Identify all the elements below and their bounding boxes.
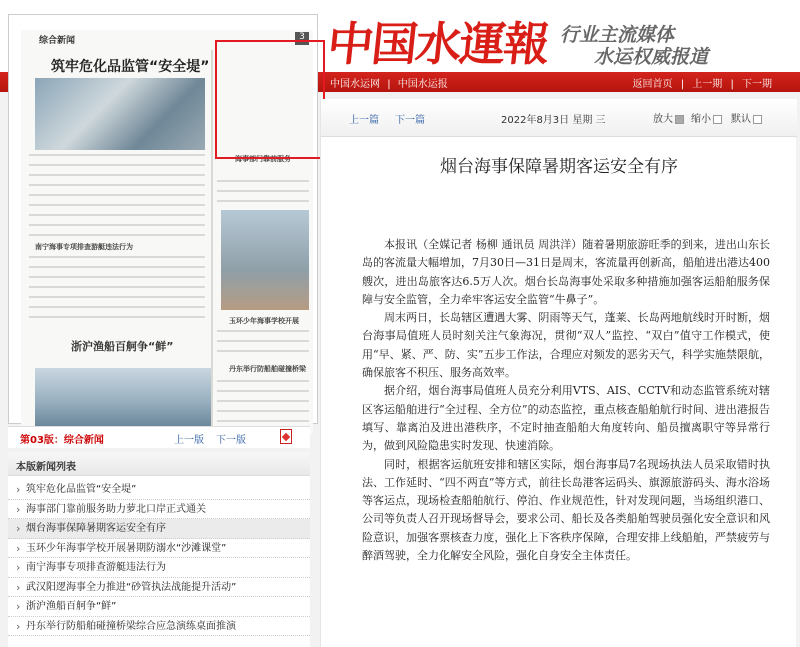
column-rule [29, 164, 205, 166]
zoom-out-control[interactable] [691, 110, 722, 125]
thumb-minor-headline[interactable]: 玉环少年海事学校开展 [229, 317, 299, 325]
zoom-out-box[interactable] [713, 115, 722, 124]
issue-date: 2022年8月3日 星期 三 [501, 115, 606, 126]
column-rule [29, 224, 205, 226]
article-list [8, 480, 310, 636]
zoom-out-label: 缩小 [691, 114, 711, 125]
thumb-headline[interactable]: 筑牢危化品监管“安全堤” [51, 59, 210, 75]
site-links [330, 75, 452, 90]
home-link[interactable]: 返回首页 [632, 79, 673, 90]
default-size-box[interactable] [753, 115, 762, 124]
article-paragraph: 同时，根据客运航班安排和辖区实际，烟台海事局7名现场执法人员采取错时执法、工作延时、“四不两直”等方式，前往长岛港客运码头、旗源旅游码头、海水浴场等客运点，现场检查船舶航行、停泊、作业规范性，针对发现问题，当场组织港口、公司等负责人召开现场督导会，要求公司、船长及各类船舶驾驶员强化安全意识和风险意识，加强客票核查力度，强化上下客秩序保障，合理安排上线船舶，严禁疲劳与醉酒驾驶，全力化解安全风险，强化自身安全主体责任。 [362, 457, 770, 563]
article-title: 烟台海事保障暑期客运安全有序 [440, 157, 678, 177]
column-rule [29, 194, 205, 196]
separator: | [387, 79, 391, 90]
column-rule [29, 266, 205, 268]
site-link-water-net[interactable]: 中国水运网 [330, 79, 380, 90]
column-rule [29, 306, 205, 308]
column-rule [29, 214, 205, 216]
column-rule [217, 390, 309, 392]
article-nav-bar [321, 99, 797, 137]
default-size-label: 默认 [731, 114, 751, 125]
separator: | [730, 79, 734, 90]
column-rule [29, 234, 205, 236]
zoom-in-box[interactable] [675, 115, 684, 124]
column-rule [217, 410, 309, 412]
column-rule [217, 180, 309, 182]
column-rule [29, 276, 205, 278]
thumb-minor-headline[interactable]: 浙沪渔船百舸争“鲜” [71, 340, 174, 353]
article-list-item[interactable]: › 浙沪渔船百舸争“鲜” [8, 597, 310, 617]
column-rule [29, 174, 205, 176]
column-rule [217, 330, 309, 332]
column-rule [217, 380, 309, 382]
thumb-page-number: 3 [295, 32, 309, 45]
prev-issue-link[interactable]: 上一期 [692, 79, 723, 90]
article-list-item[interactable]: › 丹东举行防船舶碰撞桥梁综合应急演练桌面推演 [8, 617, 310, 637]
zoom-in-control[interactable] [653, 110, 684, 125]
thumb-photo-boats [35, 368, 211, 434]
current-article-highlight[interactable] [215, 40, 325, 159]
article-panel [320, 99, 796, 647]
column-rule [29, 286, 205, 288]
article-list-panel [8, 452, 310, 647]
column-rule [217, 350, 309, 352]
article-list-header [8, 452, 310, 476]
page-thumbnail[interactable] [8, 14, 318, 424]
article-list-item[interactable]: › 武汉阳逻海事全力推进“砂管执法战能提升活动” [8, 578, 310, 598]
thumb-minor-headline[interactable]: 丹东举行防船舶碰撞桥梁 [229, 365, 306, 373]
column-rule [29, 204, 205, 206]
separator: | [680, 79, 685, 90]
column-divider [211, 50, 213, 430]
article-paragraph: 周末两日，长岛辖区遭遇大雾、阴雨等天气，蓬莱、长岛两地航线时开时断，烟台海事局值班人员时刻关注气象海况，贯彻“双人”监控、“双白”值守工作模式，使用“早、紧、严、防、实”五步工作法，合理应对频发的恶劣天气，科学实施禁限航，确保旅客不积压、服务高效率。 [362, 311, 770, 380]
article-list-item[interactable]: › 烟台海事保障暑期客运安全有序 [8, 519, 310, 539]
next-page-link[interactable]: 下一版 [216, 435, 246, 446]
column-rule [217, 340, 309, 342]
column-rule [217, 400, 309, 402]
site-link-water-paper[interactable]: 中国水运报 [397, 79, 448, 90]
article-list-item[interactable]: › 筑牢危化品监管“安全堤” [8, 480, 310, 500]
thumb-section-name: 综合新闻 [39, 36, 76, 46]
thumb-photo-beach [221, 210, 309, 310]
article-body [362, 236, 770, 565]
thumb-minor-headline[interactable]: 南宁海事专项排查游艇违法行为 [35, 243, 133, 251]
zoom-in-label: 放大 [653, 114, 673, 125]
column-rule [217, 200, 309, 202]
next-issue-link[interactable]: 下一期 [742, 79, 772, 90]
article-list-item[interactable]: › 南宁海事专项排查游艇违法行为 [8, 558, 310, 578]
default-size-control[interactable] [731, 110, 762, 125]
thumb-photo-port [35, 78, 205, 150]
slogan-line-2: 水运权威报道 [594, 46, 709, 68]
column-rule [217, 190, 309, 192]
page-label: 第03版：综合新闻 [20, 435, 104, 446]
prev-page-link[interactable]: 上一版 [174, 435, 204, 446]
masthead-logo[interactable]: 中国水運報 [324, 17, 551, 71]
article-paragraph: 本报讯（全媒记者 杨柳 通讯员 周洪洋）随着暑期旅游旺季的到来，进出山东长岛的客流量大幅增加，7月30日—31日是周末，客流量再创新高，船舶进出港达400艘次，进出岛旅客达6.5万人次。烟台长岛海事处采取多种措施加强客运船舶服务保障与安全监管，全力牵牢客运安全监管“牛鼻子”。 [362, 238, 770, 306]
slogan-line-1: 行业主流媒体 [560, 24, 675, 46]
issue-links [628, 75, 773, 90]
column-rule [29, 154, 205, 156]
column-rule [29, 316, 205, 318]
article-paragraph: 据介绍，烟台海事局值班人员充分利用VTS、AIS、CCTV和动态监管系统对辖区客运船舶进行“全过程、全方位”的动态监控，重点核查船舶航行时间、进出港报告填写、靠离泊及进出港秩序，不定时抽查船舶大角度转向、船员擅离职守等异常行为，做到风险隐患实时发现、快速消除。 [362, 384, 770, 453]
column-rule [217, 420, 309, 422]
column-rule [29, 296, 205, 298]
article-list-item[interactable]: › 海事部门靠前服务助力萝北口岸正式通关 [8, 500, 310, 520]
thumb-minor-headline[interactable]: 海事部门靠前服务 [235, 155, 291, 163]
article-list-item[interactable]: › 玉环少年海事学校开展暑期防溺水“沙滩课堂” [8, 539, 310, 559]
article-list-title: 本版新闻列表 [16, 462, 76, 473]
pdf-download-icon[interactable] [280, 429, 292, 444]
page-nav-bar [8, 426, 310, 448]
next-article-link[interactable]: 下一篇 [395, 115, 425, 126]
column-rule [29, 184, 205, 186]
column-rule [29, 256, 205, 258]
prev-article-link[interactable]: 上一篇 [349, 115, 379, 126]
